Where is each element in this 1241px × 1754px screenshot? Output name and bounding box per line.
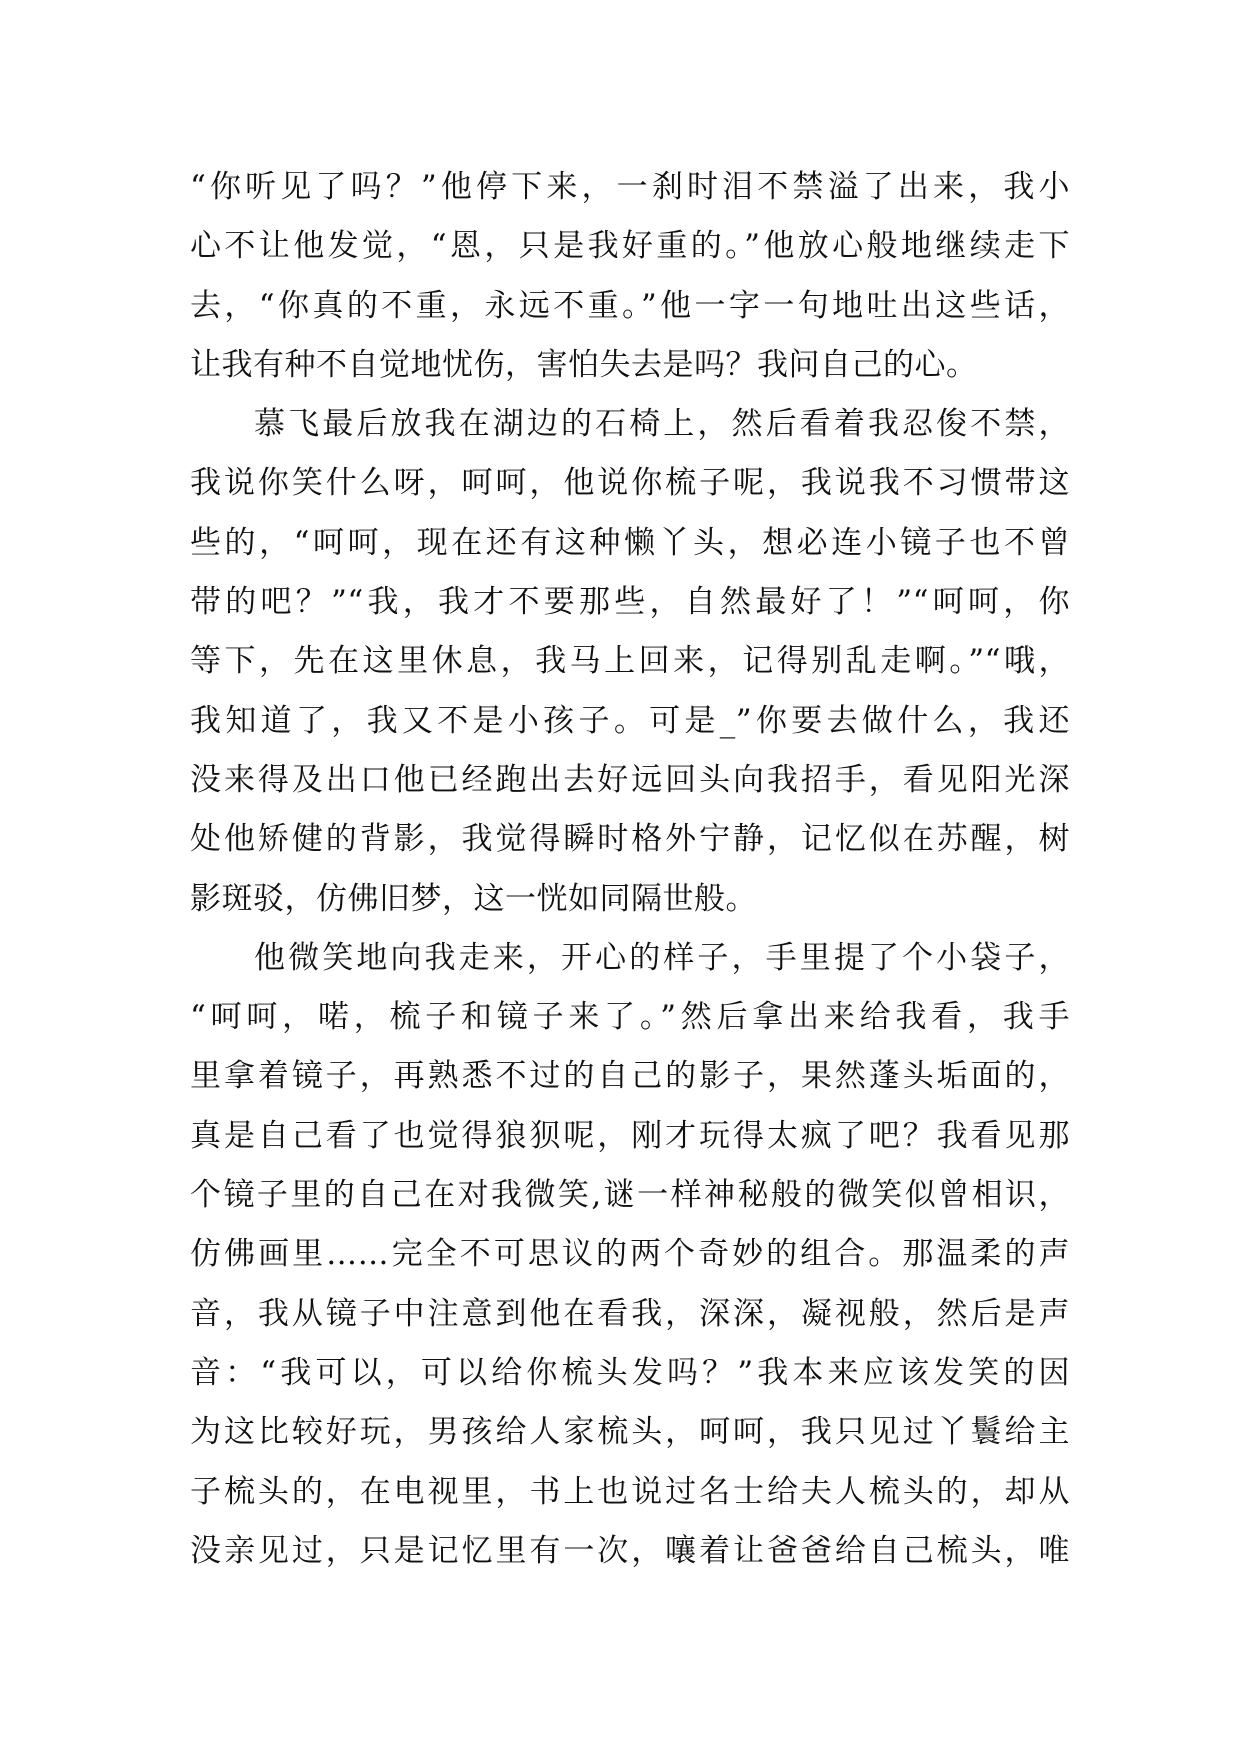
text-line: 我知道了，我又不是小孩子。可是_”你要去做什么，我还 bbox=[190, 702, 1070, 739]
paragraph-2 bbox=[190, 395, 1070, 929]
text-line: 他微笑地向我走来，开心的样子，手里提了个小袋子， bbox=[254, 939, 1070, 976]
text-line: 带的吧？”“我，我才不要那些，自然最好了！”“呵呵，你 bbox=[190, 584, 1070, 621]
text-line: 心不让他发觉，“恩，只是我好重的。”他放心般地继续走下 bbox=[190, 228, 1070, 265]
text-line: 音，我从镜子中注意到他在看我，深深，凝视般，然后是声 bbox=[190, 1295, 1070, 1332]
paragraph-1 bbox=[190, 158, 1070, 395]
text-line: “呵呵，喏，梳子和镜子来了。”然后拿出来给我看，我手 bbox=[190, 999, 1070, 1036]
text-line: 等下，先在这里休息，我马上回来，记得别乱走啊。”“哦， bbox=[190, 643, 1070, 680]
text-line: 没亲见过，只是记忆里有一次，嚷着让爸爸给自己梳头，唯 bbox=[190, 1532, 1070, 1569]
text-line: 去，“你真的不重，永远不重。”他一字一句地吐出这些话， bbox=[190, 287, 1070, 324]
text-line: 里拿着镜子，再熟悉不过的自己的影子，果然蓬头垢面的， bbox=[190, 1058, 1070, 1095]
text-line: 处他矫健的背影，我觉得瞬时格外宁静，记忆似在苏醒，树 bbox=[190, 821, 1070, 858]
text-line: 让我有种不自觉地忧伤，害怕失去是吗？我问自己的心。 bbox=[190, 346, 978, 383]
text-line: 为这比较好玩，男孩给人家梳头，呵呵，我只见过丫鬟给主 bbox=[190, 1414, 1070, 1451]
text-line: 没来得及出口他已经跑出去好远回头向我招手，看见阳光深 bbox=[190, 761, 1070, 798]
text-line: “你听见了吗？”他停下来，一刹时泪不禁溢了出来，我小 bbox=[190, 169, 1070, 205]
text-line: 真是自己看了也觉得狼狈呢，刚才玩得太疯了吧？我看见那 bbox=[190, 1117, 1070, 1154]
text-line: 我说你笑什么呀，呵呵，他说你梳子呢，我说我不习惯带这 bbox=[190, 465, 1070, 502]
paragraph-3 bbox=[190, 929, 1070, 1581]
text-line: 音：“我可以，可以给你梳头发吗？”我本来应该发笑的因 bbox=[190, 1354, 1070, 1391]
text-line: 仿佛画里……完全不可思议的两个奇妙的组合。那温柔的声 bbox=[190, 1236, 1070, 1273]
text-line: 慕飞最后放我在湖边的石椅上，然后看着我忍俊不禁， bbox=[254, 406, 1070, 443]
text-line: 个镜子里的自己在对我微笑,谜一样神秘般的微笑似曾相识， bbox=[190, 1177, 1070, 1214]
body-text bbox=[190, 158, 1070, 1581]
text-line: 影斑驳，仿佛旧梦，这一恍如同隔世般。 bbox=[190, 880, 757, 917]
text-line: 子梳头的，在电视里，书上也说过名士给夫人梳头的，却从 bbox=[190, 1473, 1070, 1510]
text-line: 些的，“呵呵，现在还有这种懒丫头，想必连小镜子也不曾 bbox=[190, 524, 1070, 561]
